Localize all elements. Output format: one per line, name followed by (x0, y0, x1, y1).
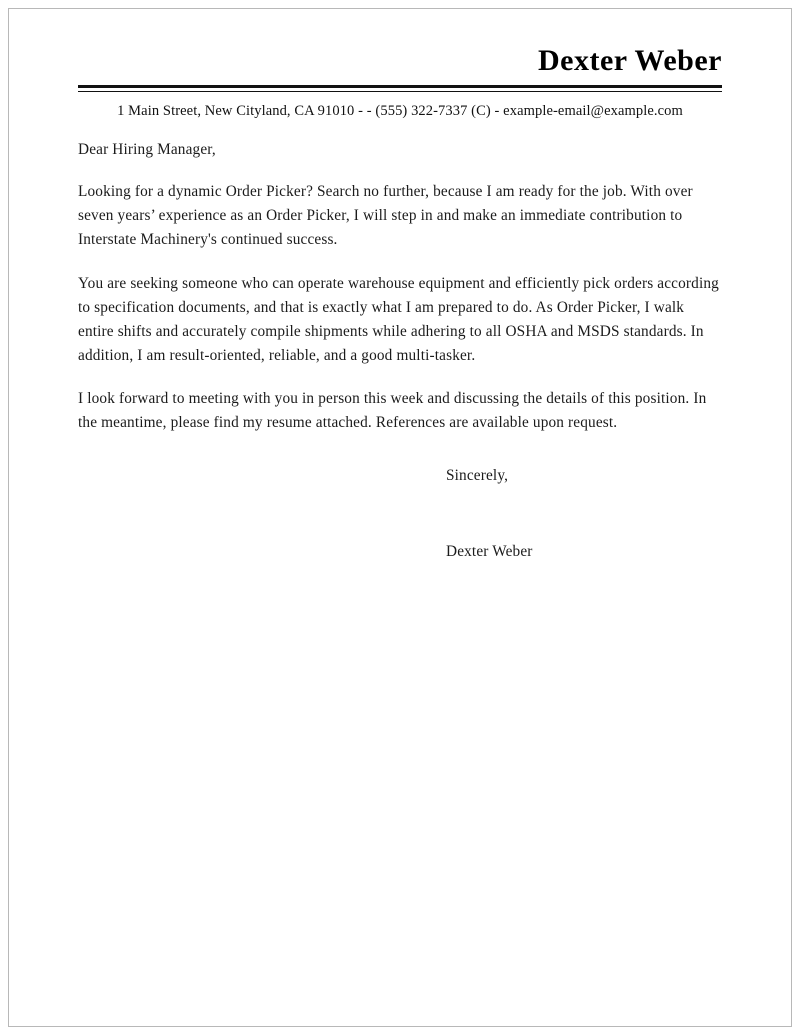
document-content (78, 44, 722, 564)
letter-body (78, 138, 722, 564)
closing-salutation: Sincerely, (446, 466, 509, 484)
contact-line: 1 Main Street, New Cityland, CA 91010 - - (555) 322-7337 (C) - example-email@example.com (117, 103, 683, 119)
signature-name: Dexter Weber (446, 542, 533, 560)
body-paragraph-2: You are seeking someone who can operate warehouse equipment and efficiently pick orders according to specification documents, and that is exactly what I am prepared to do. As Order Picker, I walk entire shifts and accurately compile shipments while adhering to all OSHA and MSDS standards. In addition, I am result-oriented, reliable, and a good multi-tasker. (78, 274, 719, 365)
body-paragraph-3: I look forward to meeting with you in person this week and discussing the details of this position. In the meantime, please find my resume attached. References are available upon request. (78, 390, 707, 432)
salutation: Dear Hiring Manager, (78, 141, 216, 158)
closing-block (78, 464, 722, 564)
letterhead-name: Dexter Weber (538, 44, 722, 77)
body-paragraph-1: Looking for a dynamic Order Picker? Search no further, because I am ready for the job. With over seven years’ experience as an Order Picker, I will step in and make an immediate contribution to Interstate Machinery's continued success. (78, 183, 693, 249)
